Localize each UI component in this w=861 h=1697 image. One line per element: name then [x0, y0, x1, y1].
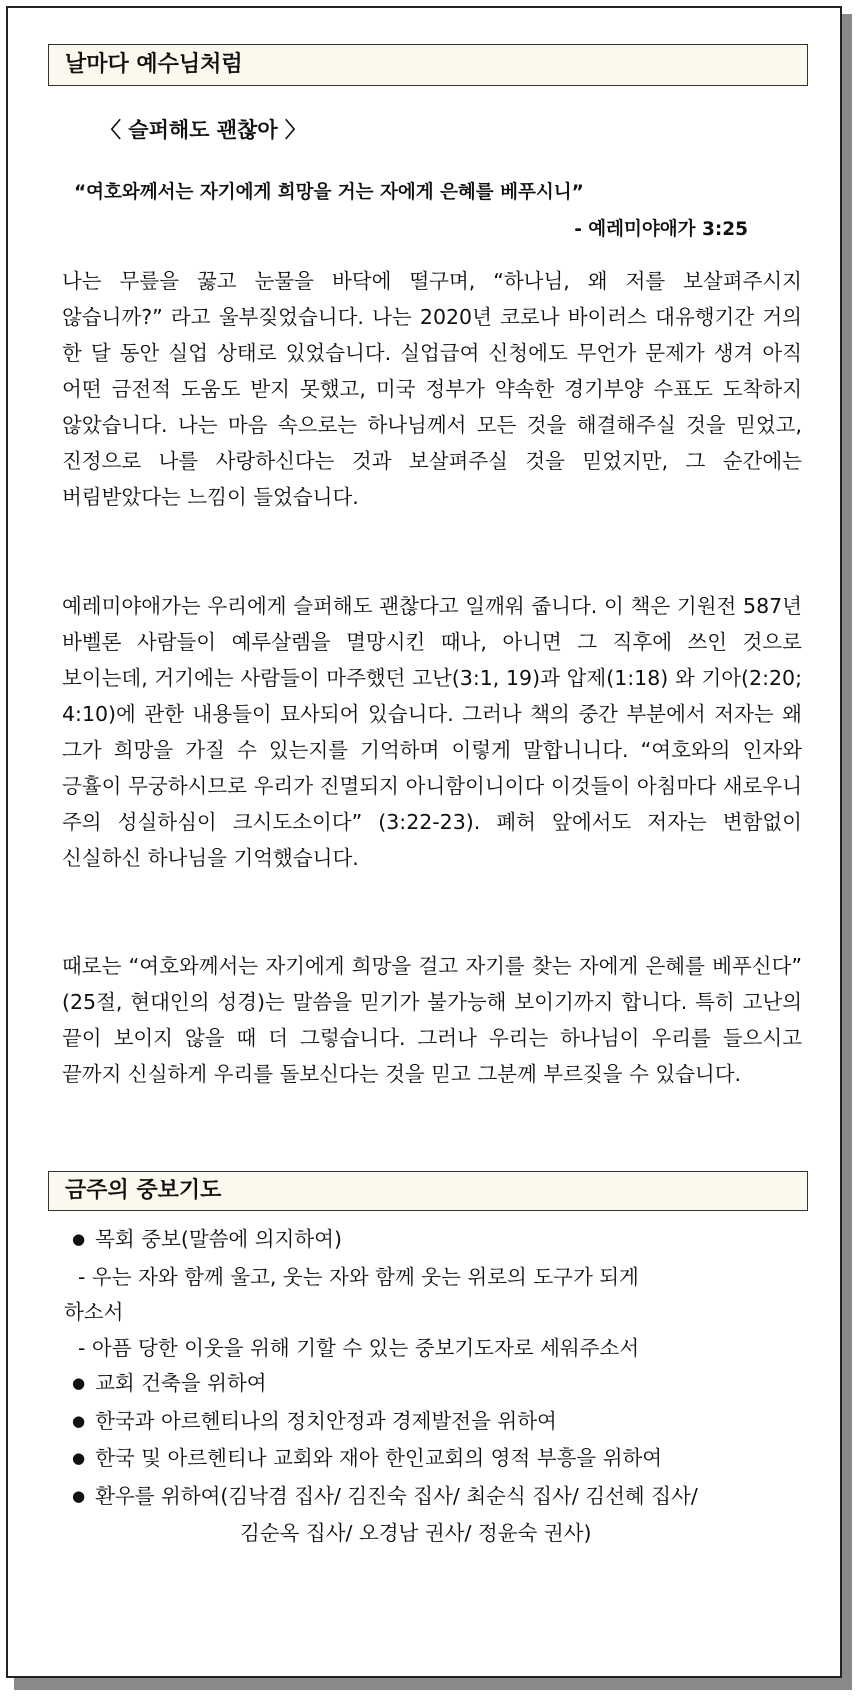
prayer-item: ● 목회 중보(말씀에 의지하여): [64, 1222, 804, 1260]
prayer-subitem-continued: 하소서: [64, 1300, 124, 1324]
prayer-item: ● 한국 및 아르헨티나 교회와 재아 한인교회의 영적 부흥을 위하여: [64, 1441, 804, 1479]
prayer-item: ● 한국과 아르헨티나의 정치안정과 경제발전을 위하여: [64, 1404, 804, 1442]
prayer-item: ● 환우를 위하여(김낙겸 집사/ 김진숙 집사/ 최순식 집사/ 김선혜 집사/: [64, 1479, 804, 1517]
prayer-subitem: - 우는 자와 함께 울고, 웃는 자와 함께 웃는 위로의 도구가 되게: [78, 1264, 639, 1289]
prayer-item: ● 교회 건축을 위하여: [64, 1366, 804, 1404]
paragraph-2: 예레미야애가는 우리에게 슬퍼해도 괜찮다고 일깨워 줍니다. 이 책은 기원전 587년 바벨론 사람들이 예루살렘을 멸망시킨 때나, 아니면 그 직후에 쓰인 것으로 보이는데, 거기에는 사람들이 마주했던 고난(3:1, 19)과 압제(1:18) 와 기아(2:20; 4:10)에 관한 내용들이 묘사되어 있습니다. 그러나 책의 중간 부분에서 저자는 왜 그가 희망을 가질 수 있는지를 기억하며 이렇게 말합니니다. “여호와의 인자와 긍휼이 무궁하시므로 우리가 진멸되지 아니함이니이다 이것들이 아침마다 새로우니 주의 성실하심이 크시도소이다” (3:22-23). 폐허 앞에서도 저자는 변함없이 신실하신 하나님을 기억했습니다.: [62, 594, 802, 870]
prayer-subitem: - 아픔 당한 이웃을 위해 기할 수 있는 중보기도자로 세워주소서: [78, 1335, 640, 1360]
verse-reference: - 예레미야애가 3:25: [574, 219, 748, 240]
key-verse: “여호와께서는 자기에게 희망을 거는 자에게 은혜를 베푸시니”: [74, 182, 584, 203]
prayer-item-continued: 김순옥 집사/ 오경남 권사/ 정윤숙 권사): [240, 1521, 592, 1545]
paragraph-1: 나는 무릎을 꿇고 눈물을 바닥에 떨구며, “하나님, 왜 저를 보살펴주시지 않습니까?” 라고 울부짖었습니다. 나는 2020년 코로나 바이러스 대유행기간 거의 한 달 동안 실업 상태로 있었습니다. 실업급여 신청에도 무언가 문제가 생겨 아직 어떤 금전적 도움도 받지 못했고, 미국 정부가 약속한 경기부양 수표도 도착하지 않았습니다. 나는 마음 속으로는 하나님께서 모든 것을 해결해주실 것을 믿었고, 진정으로 나를 사랑하신다는 것과 보살펴주실 것을 믿었지만, 그 순간에는 버림받았다는 느낌이 들었습니다.: [62, 269, 803, 509]
devotion-subtitle: 〈 슬퍼해도 괜찮아 〉: [100, 118, 306, 142]
paragraph-3: 때로는 “여호와께서는 자기에게 희망을 걸고 자기를 찾는 자에게 은혜를 베푸신다” (25절, 현대인의 성경)는 말씀을 믿기가 불가능해 보이기까지 합니다. 특히 고난의 끝이 보이지 않을 때 더 그렇습니다. 그러나 우리는 하나님이 우리를 들으시고 끝까지 신실하게 우리를 돌보신다는 것을 믿고 그분께 부르짖을 수 있습니다.: [62, 954, 802, 1086]
prayer-list: [64, 1222, 804, 1552]
bulletin-page: [6, 6, 842, 1678]
section-header-prayer: [48, 1171, 808, 1211]
devotion-title: 날마다 예수님처럼: [65, 52, 243, 77]
section-header-devotion: [48, 44, 808, 86]
prayer-title: 금주의 중보기도: [65, 1178, 222, 1203]
